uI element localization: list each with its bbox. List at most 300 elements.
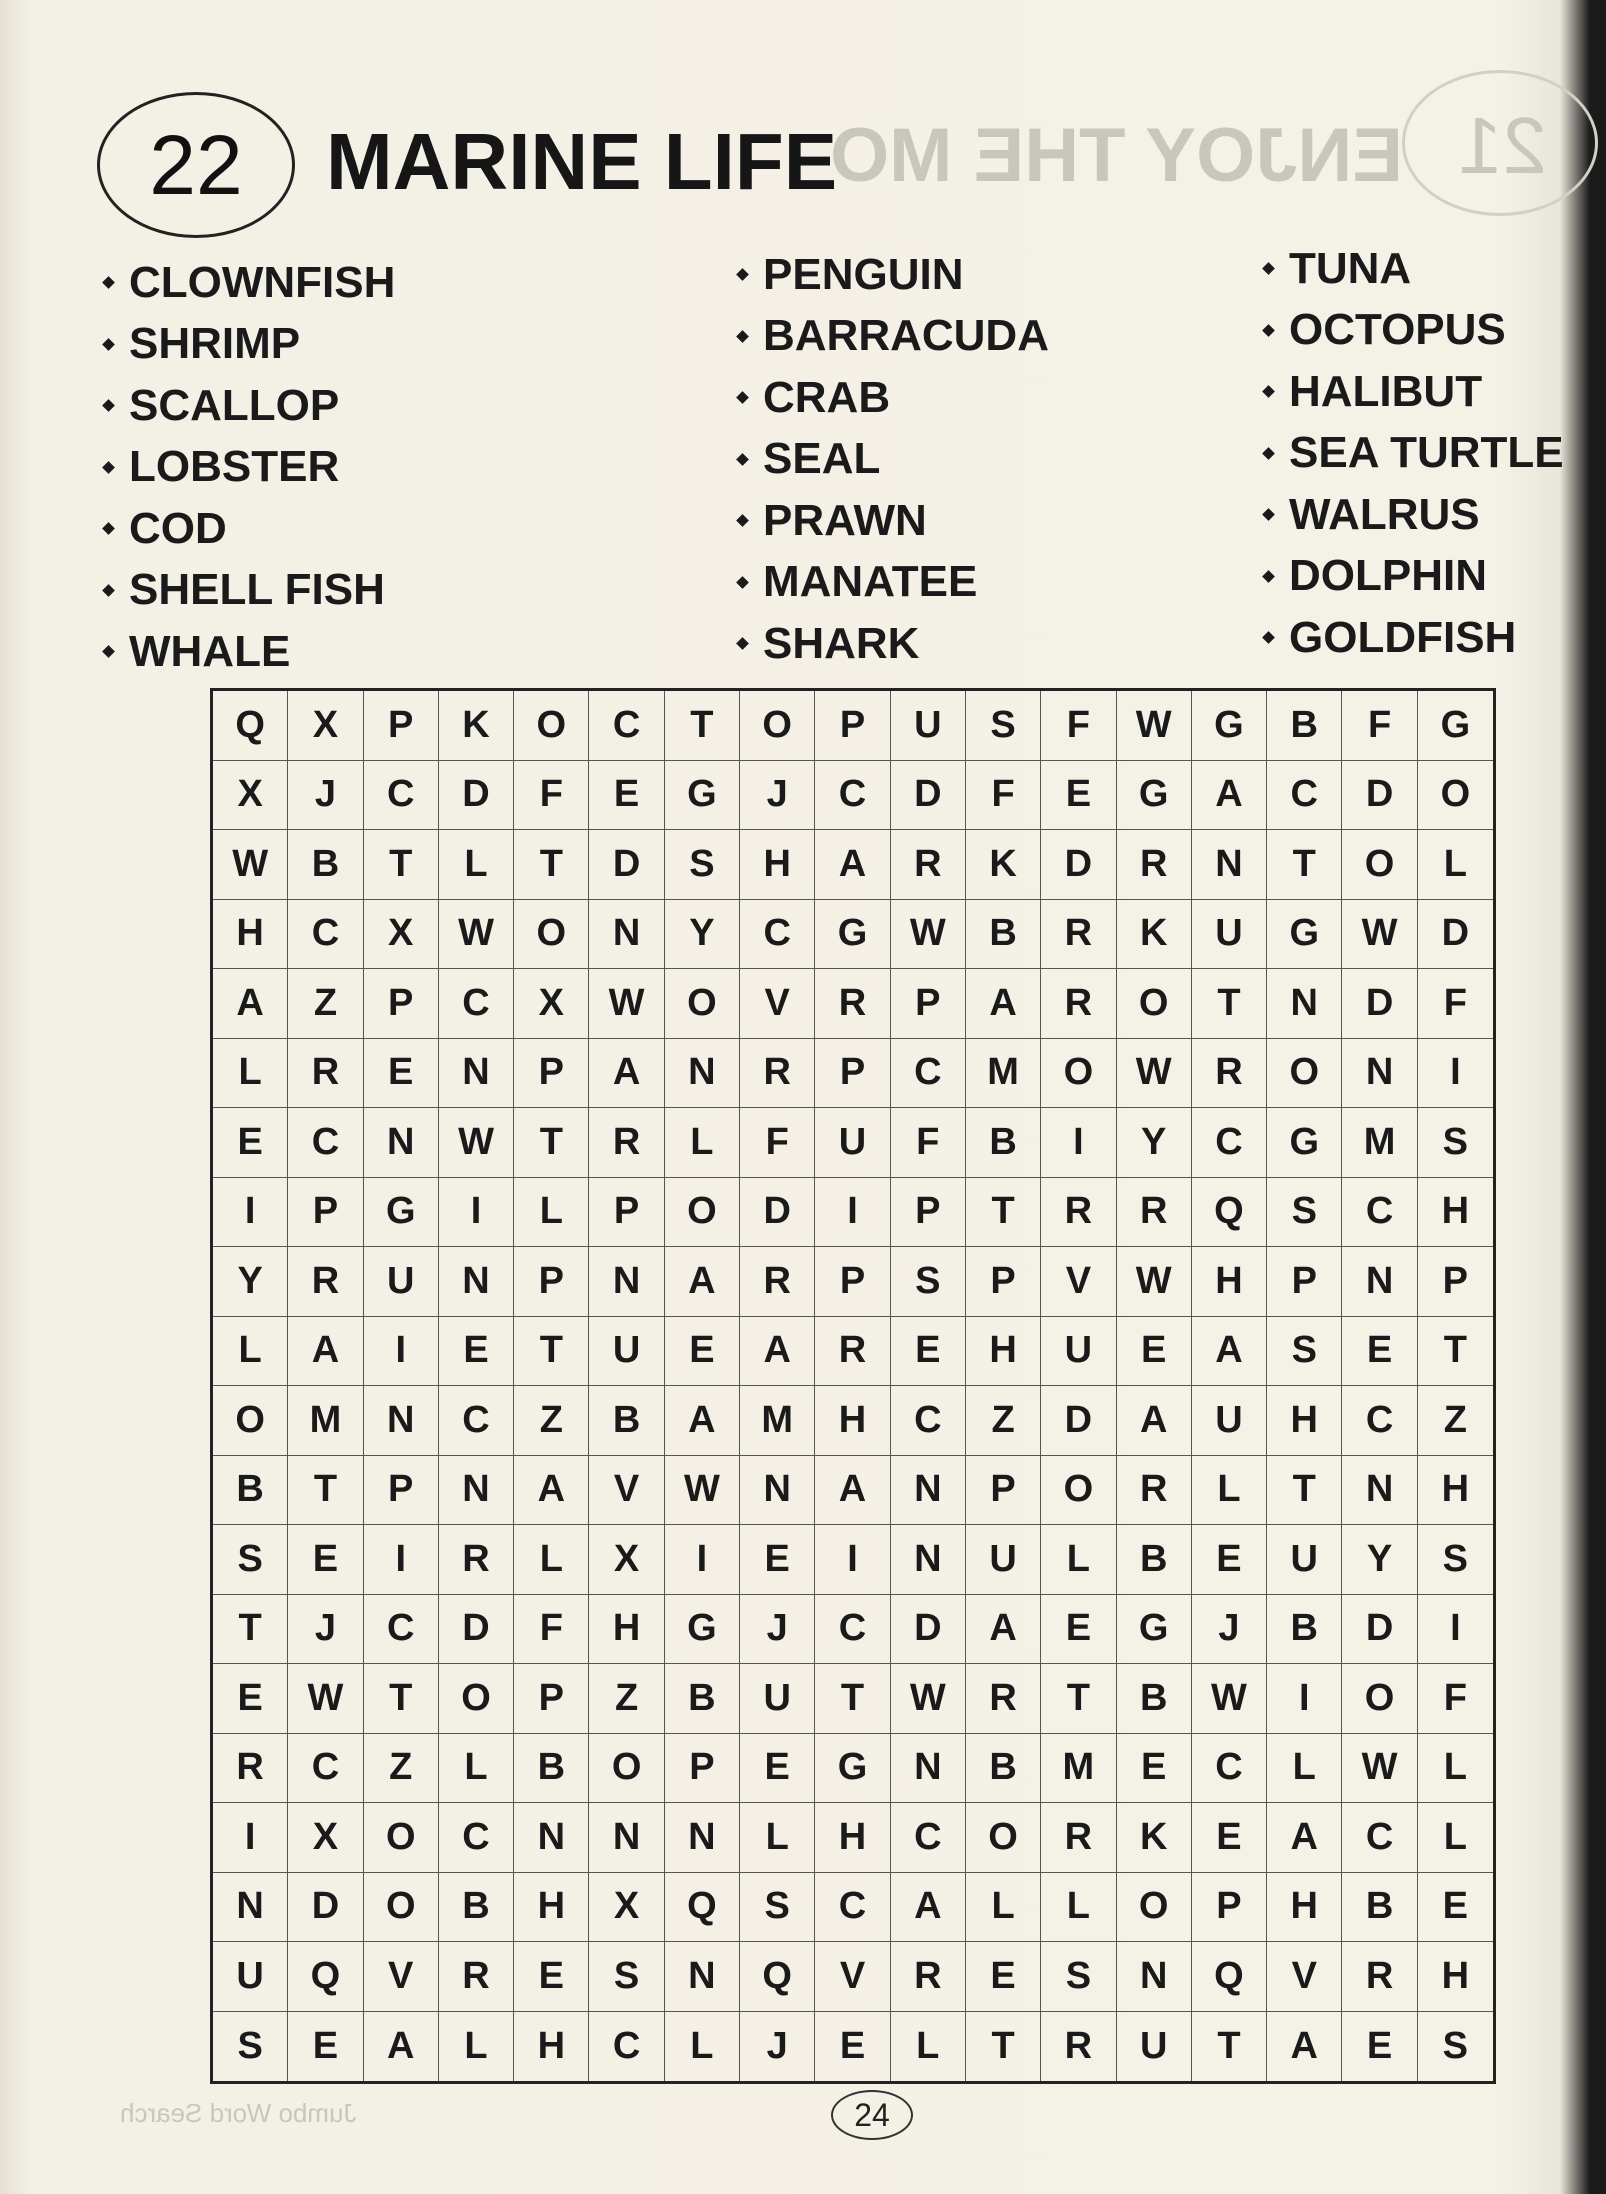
grid-cell[interactable]: O: [665, 1178, 740, 1248]
grid-cell[interactable]: H: [966, 1317, 1041, 1387]
grid-cell[interactable]: C: [815, 1873, 890, 1943]
grid-cell[interactable]: P: [1267, 1247, 1342, 1317]
grid-cell[interactable]: W: [213, 830, 288, 900]
grid-cell[interactable]: G: [1117, 761, 1192, 831]
grid-cell[interactable]: D: [589, 830, 664, 900]
grid-cell[interactable]: F: [891, 1108, 966, 1178]
grid-cell[interactable]: C: [364, 1595, 439, 1665]
grid-cell[interactable]: X: [364, 900, 439, 970]
grid-cell[interactable]: Y: [1117, 1108, 1192, 1178]
grid-cell[interactable]: E: [1117, 1317, 1192, 1387]
grid-cell[interactable]: N: [665, 1803, 740, 1873]
grid-cell[interactable]: R: [966, 1664, 1041, 1734]
grid-cell[interactable]: N: [740, 1456, 815, 1526]
grid-cell[interactable]: H: [213, 900, 288, 970]
grid-cell[interactable]: G: [1418, 691, 1493, 761]
grid-cell[interactable]: N: [665, 1942, 740, 2012]
grid-cell[interactable]: N: [589, 1247, 664, 1317]
grid-cell[interactable]: W: [589, 969, 664, 1039]
grid-cell[interactable]: T: [1267, 830, 1342, 900]
grid-cell[interactable]: B: [1267, 1595, 1342, 1665]
grid-cell[interactable]: W: [1342, 900, 1417, 970]
grid-cell[interactable]: Z: [589, 1664, 664, 1734]
grid-cell[interactable]: G: [1117, 1595, 1192, 1665]
grid-cell[interactable]: D: [1041, 1386, 1116, 1456]
grid-cell[interactable]: H: [1418, 1942, 1493, 2012]
grid-cell[interactable]: R: [891, 1942, 966, 2012]
grid-cell[interactable]: U: [1117, 2012, 1192, 2082]
grid-cell[interactable]: M: [288, 1386, 363, 1456]
grid-cell[interactable]: X: [213, 761, 288, 831]
grid-cell[interactable]: D: [1041, 830, 1116, 900]
grid-cell[interactable]: T: [1418, 1317, 1493, 1387]
grid-cell[interactable]: H: [514, 2012, 589, 2082]
grid-cell[interactable]: L: [891, 2012, 966, 2082]
grid-cell[interactable]: A: [1267, 2012, 1342, 2082]
grid-cell[interactable]: P: [1418, 1247, 1493, 1317]
grid-cell[interactable]: B: [1117, 1664, 1192, 1734]
grid-cell[interactable]: W: [288, 1664, 363, 1734]
grid-cell[interactable]: T: [1192, 969, 1267, 1039]
grid-cell[interactable]: P: [364, 1456, 439, 1526]
grid-cell[interactable]: G: [364, 1178, 439, 1248]
grid-cell[interactable]: C: [815, 761, 890, 831]
grid-cell[interactable]: L: [439, 830, 514, 900]
grid-cell[interactable]: K: [966, 830, 1041, 900]
grid-cell[interactable]: D: [1342, 969, 1417, 1039]
grid-cell[interactable]: N: [439, 1247, 514, 1317]
grid-cell[interactable]: W: [1192, 1664, 1267, 1734]
grid-cell[interactable]: U: [1192, 1386, 1267, 1456]
grid-cell[interactable]: X: [288, 1803, 363, 1873]
grid-cell[interactable]: O: [364, 1803, 439, 1873]
grid-cell[interactable]: Q: [665, 1873, 740, 1943]
grid-cell[interactable]: C: [288, 1734, 363, 1804]
grid-cell[interactable]: Q: [740, 1942, 815, 2012]
grid-cell[interactable]: Q: [1192, 1178, 1267, 1248]
grid-cell[interactable]: R: [815, 1317, 890, 1387]
grid-cell[interactable]: D: [288, 1873, 363, 1943]
grid-cell[interactable]: U: [966, 1525, 1041, 1595]
grid-cell[interactable]: V: [364, 1942, 439, 2012]
grid-cell[interactable]: T: [288, 1456, 363, 1526]
grid-cell[interactable]: I: [364, 1525, 439, 1595]
grid-cell[interactable]: R: [891, 830, 966, 900]
grid-cell[interactable]: L: [665, 2012, 740, 2082]
grid-cell[interactable]: S: [589, 1942, 664, 2012]
grid-cell[interactable]: J: [740, 2012, 815, 2082]
grid-cell[interactable]: B: [514, 1734, 589, 1804]
grid-cell[interactable]: U: [1041, 1317, 1116, 1387]
grid-cell[interactable]: L: [514, 1525, 589, 1595]
grid-cell[interactable]: U: [1267, 1525, 1342, 1595]
grid-cell[interactable]: N: [439, 1039, 514, 1109]
grid-cell[interactable]: A: [966, 1595, 1041, 1665]
grid-cell[interactable]: U: [740, 1664, 815, 1734]
grid-cell[interactable]: O: [1267, 1039, 1342, 1109]
grid-cell[interactable]: P: [815, 1039, 890, 1109]
grid-cell[interactable]: T: [1192, 2012, 1267, 2082]
grid-cell[interactable]: F: [966, 761, 1041, 831]
grid-cell[interactable]: H: [740, 830, 815, 900]
grid-cell[interactable]: Z: [288, 969, 363, 1039]
grid-cell[interactable]: L: [213, 1039, 288, 1109]
grid-cell[interactable]: J: [740, 1595, 815, 1665]
grid-cell[interactable]: O: [665, 969, 740, 1039]
grid-cell[interactable]: E: [1192, 1525, 1267, 1595]
grid-cell[interactable]: H: [1267, 1386, 1342, 1456]
grid-cell[interactable]: B: [966, 1734, 1041, 1804]
grid-cell[interactable]: F: [514, 1595, 589, 1665]
grid-cell[interactable]: H: [815, 1386, 890, 1456]
grid-cell[interactable]: Z: [966, 1386, 1041, 1456]
grid-cell[interactable]: A: [364, 2012, 439, 2082]
grid-cell[interactable]: S: [1041, 1942, 1116, 2012]
grid-cell[interactable]: F: [1041, 691, 1116, 761]
grid-cell[interactable]: I: [815, 1525, 890, 1595]
grid-cell[interactable]: R: [1117, 1456, 1192, 1526]
grid-cell[interactable]: A: [815, 1456, 890, 1526]
grid-cell[interactable]: R: [740, 1247, 815, 1317]
grid-cell[interactable]: E: [966, 1942, 1041, 2012]
grid-cell[interactable]: T: [966, 2012, 1041, 2082]
grid-cell[interactable]: A: [213, 969, 288, 1039]
grid-cell[interactable]: N: [1192, 830, 1267, 900]
grid-cell[interactable]: N: [364, 1108, 439, 1178]
grid-cell[interactable]: U: [364, 1247, 439, 1317]
grid-cell[interactable]: J: [288, 761, 363, 831]
grid-cell[interactable]: X: [589, 1525, 664, 1595]
grid-cell[interactable]: R: [740, 1039, 815, 1109]
grid-cell[interactable]: N: [589, 900, 664, 970]
grid-cell[interactable]: B: [966, 900, 1041, 970]
grid-cell[interactable]: G: [1192, 691, 1267, 761]
grid-cell[interactable]: E: [1041, 1595, 1116, 1665]
grid-cell[interactable]: C: [1267, 761, 1342, 831]
grid-cell[interactable]: O: [1041, 1039, 1116, 1109]
grid-cell[interactable]: R: [1041, 2012, 1116, 2082]
grid-cell[interactable]: C: [740, 900, 815, 970]
grid-cell[interactable]: M: [740, 1386, 815, 1456]
grid-cell[interactable]: P: [966, 1247, 1041, 1317]
grid-cell[interactable]: T: [514, 1317, 589, 1387]
grid-cell[interactable]: F: [1342, 691, 1417, 761]
grid-cell[interactable]: L: [1418, 1734, 1493, 1804]
grid-cell[interactable]: L: [1418, 1803, 1493, 1873]
grid-cell[interactable]: L: [439, 2012, 514, 2082]
grid-cell[interactable]: S: [1442, 2024, 1469, 2067]
grid-cell[interactable]: C: [1342, 1178, 1417, 1248]
grid-cell[interactable]: J: [740, 761, 815, 831]
grid-cell[interactable]: S: [213, 2012, 288, 2082]
grid-cell[interactable]: O: [1117, 969, 1192, 1039]
grid-cell[interactable]: I: [1041, 1108, 1116, 1178]
grid-cell[interactable]: R: [439, 1942, 514, 2012]
grid-cell[interactable]: Y: [1342, 1525, 1417, 1595]
grid-cell[interactable]: L: [1041, 1525, 1116, 1595]
grid-cell[interactable]: P: [1192, 1873, 1267, 1943]
grid-cell[interactable]: C: [1342, 1386, 1417, 1456]
grid-cell[interactable]: O: [1342, 830, 1417, 900]
grid-cell[interactable]: A: [589, 1039, 664, 1109]
grid-cell[interactable]: W: [1342, 1734, 1417, 1804]
grid-cell[interactable]: B: [1117, 1525, 1192, 1595]
grid-cell[interactable]: C: [1342, 1803, 1417, 1873]
grid-cell[interactable]: N: [891, 1456, 966, 1526]
grid-cell[interactable]: I: [815, 1178, 890, 1248]
grid-cell[interactable]: D: [740, 1178, 815, 1248]
grid-cell[interactable]: V: [1267, 1942, 1342, 2012]
grid-cell[interactable]: H: [815, 1803, 890, 1873]
grid-cell[interactable]: R: [1041, 900, 1116, 970]
grid-cell[interactable]: F: [1418, 1664, 1493, 1734]
grid-cell[interactable]: E: [288, 2012, 363, 2082]
grid-cell[interactable]: L: [740, 1803, 815, 1873]
grid-cell[interactable]: I: [439, 1178, 514, 1248]
grid-cell[interactable]: P: [815, 691, 890, 761]
grid-cell[interactable]: H: [514, 1873, 589, 1943]
grid-cell[interactable]: H: [1192, 1247, 1267, 1317]
grid-cell[interactable]: A: [740, 1317, 815, 1387]
grid-cell[interactable]: G: [815, 900, 890, 970]
grid-cell[interactable]: N: [891, 1734, 966, 1804]
grid-cell[interactable]: E: [740, 1734, 815, 1804]
grid-cell[interactable]: X: [288, 691, 363, 761]
grid-cell[interactable]: P: [589, 1178, 664, 1248]
grid-cell[interactable]: B: [966, 1108, 1041, 1178]
grid-cell[interactable]: N: [1117, 1942, 1192, 2012]
grid-cell[interactable]: C: [439, 969, 514, 1039]
grid-cell[interactable]: E: [1342, 2012, 1417, 2082]
grid-cell[interactable]: B: [1267, 691, 1342, 761]
grid-cell[interactable]: O: [966, 1803, 1041, 1873]
grid-cell[interactable]: G: [665, 761, 740, 831]
grid-cell[interactable]: Q: [213, 691, 288, 761]
grid-cell[interactable]: G: [665, 1595, 740, 1665]
grid-cell[interactable]: E: [1418, 1873, 1493, 1943]
grid-cell[interactable]: T: [966, 1178, 1041, 1248]
grid-cell[interactable]: I: [364, 1317, 439, 1387]
grid-cell[interactable]: O: [514, 691, 589, 761]
grid-cell[interactable]: I: [1267, 1664, 1342, 1734]
grid-cell[interactable]: E: [439, 1317, 514, 1387]
grid-cell[interactable]: L: [1418, 830, 1493, 900]
grid-cell[interactable]: N: [589, 1803, 664, 1873]
grid-cell[interactable]: L: [665, 1108, 740, 1178]
grid-cell[interactable]: E: [1041, 761, 1116, 831]
grid-cell[interactable]: W: [1117, 1247, 1192, 1317]
grid-cell[interactable]: W: [1117, 691, 1192, 761]
grid-cell[interactable]: W: [1117, 1039, 1192, 1109]
grid-cell[interactable]: L: [1041, 1873, 1116, 1943]
grid-cell[interactable]: R: [1117, 830, 1192, 900]
grid-cell[interactable]: I: [665, 1525, 740, 1595]
grid-cell[interactable]: B: [665, 1664, 740, 1734]
grid-cell[interactable]: L: [514, 1178, 589, 1248]
grid-cell[interactable]: N: [514, 1803, 589, 1873]
grid-cell[interactable]: P: [364, 691, 439, 761]
grid-cell[interactable]: M: [966, 1039, 1041, 1109]
grid-cell[interactable]: R: [1342, 1942, 1417, 2012]
grid-cell[interactable]: P: [514, 1664, 589, 1734]
grid-cell[interactable]: D: [1418, 900, 1493, 970]
grid-cell[interactable]: V: [589, 1456, 664, 1526]
grid-cell[interactable]: Z: [364, 1734, 439, 1804]
grid-cell[interactable]: R: [589, 1108, 664, 1178]
grid-cell[interactable]: O: [364, 1873, 439, 1943]
grid-cell[interactable]: O: [1041, 1456, 1116, 1526]
grid-cell[interactable]: E: [1117, 1734, 1192, 1804]
grid-cell[interactable]: D: [891, 761, 966, 831]
grid-cell[interactable]: C: [1192, 1108, 1267, 1178]
grid-cell[interactable]: C: [439, 1803, 514, 1873]
grid-cell[interactable]: R: [815, 969, 890, 1039]
grid-cell[interactable]: H: [1267, 1873, 1342, 1943]
grid-cell[interactable]: C: [288, 900, 363, 970]
grid-cell[interactable]: E: [213, 1108, 288, 1178]
grid-cell[interactable]: R: [1192, 1039, 1267, 1109]
grid-cell[interactable]: T: [213, 1595, 288, 1665]
grid-cell[interactable]: U: [815, 1108, 890, 1178]
grid-cell[interactable]: E: [665, 1317, 740, 1387]
grid-cell[interactable]: T: [1267, 1456, 1342, 1526]
grid-cell[interactable]: A: [665, 1386, 740, 1456]
grid-cell[interactable]: V: [815, 1942, 890, 2012]
grid-cell[interactable]: N: [1267, 969, 1342, 1039]
grid-cell[interactable]: C: [589, 2012, 664, 2082]
grid-cell[interactable]: R: [213, 1734, 288, 1804]
grid-cell[interactable]: B: [439, 1873, 514, 1943]
grid-cell[interactable]: F: [514, 761, 589, 831]
grid-cell[interactable]: T: [514, 830, 589, 900]
grid-cell[interactable]: I: [1418, 1039, 1493, 1109]
grid-cell[interactable]: N: [1342, 1039, 1417, 1109]
grid-cell[interactable]: U: [891, 691, 966, 761]
grid-cell[interactable]: S: [740, 1873, 815, 1943]
grid-cell[interactable]: U: [589, 1317, 664, 1387]
grid-cell[interactable]: W: [891, 1664, 966, 1734]
grid-cell[interactable]: P: [665, 1734, 740, 1804]
grid-cell[interactable]: R: [1041, 1803, 1116, 1873]
grid-cell[interactable]: A: [514, 1456, 589, 1526]
grid-cell[interactable]: E: [288, 1525, 363, 1595]
grid-cell[interactable]: K: [1117, 900, 1192, 970]
grid-cell[interactable]: E: [213, 1664, 288, 1734]
grid-cell[interactable]: P: [288, 1178, 363, 1248]
grid-cell[interactable]: P: [514, 1247, 589, 1317]
grid-cell[interactable]: J: [288, 1595, 363, 1665]
grid-cell[interactable]: H: [1418, 1178, 1493, 1248]
grid-cell[interactable]: N: [213, 1873, 288, 1943]
grid-cell[interactable]: S: [891, 1247, 966, 1317]
grid-cell[interactable]: C: [815, 1595, 890, 1665]
grid-cell[interactable]: J: [1192, 1595, 1267, 1665]
grid-cell[interactable]: N: [1342, 1247, 1417, 1317]
grid-cell[interactable]: L: [1192, 1456, 1267, 1526]
grid-cell[interactable]: O: [1418, 761, 1493, 831]
grid-cell[interactable]: A: [1117, 1386, 1192, 1456]
grid-cell[interactable]: C: [891, 1386, 966, 1456]
grid-cell[interactable]: P: [815, 1247, 890, 1317]
grid-cell[interactable]: S: [213, 1525, 288, 1595]
grid-cell[interactable]: S: [665, 830, 740, 900]
grid-cell[interactable]: Q: [1192, 1942, 1267, 2012]
grid-cell[interactable]: D: [439, 761, 514, 831]
grid-cell[interactable]: V: [1041, 1247, 1116, 1317]
grid-cell[interactable]: T: [1041, 1664, 1116, 1734]
grid-cell[interactable]: N: [439, 1456, 514, 1526]
grid-cell[interactable]: G: [1267, 900, 1342, 970]
grid-cell[interactable]: Y: [213, 1247, 288, 1317]
grid-cell[interactable]: R: [288, 1247, 363, 1317]
grid-cell[interactable]: H: [1418, 1456, 1493, 1526]
grid-cell[interactable]: U: [1192, 900, 1267, 970]
grid-cell[interactable]: C: [288, 1108, 363, 1178]
grid-cell[interactable]: G: [815, 1734, 890, 1804]
grid-cell[interactable]: C: [439, 1386, 514, 1456]
grid-cell[interactable]: N: [665, 1039, 740, 1109]
grid-cell[interactable]: B: [589, 1386, 664, 1456]
grid-cell[interactable]: C: [1192, 1734, 1267, 1804]
grid-cell[interactable]: D: [891, 1595, 966, 1665]
grid-cell[interactable]: A: [891, 1873, 966, 1943]
grid-cell[interactable]: S: [1267, 1178, 1342, 1248]
grid-cell[interactable]: W: [891, 900, 966, 970]
grid-cell[interactable]: P: [891, 969, 966, 1039]
grid-cell[interactable]: E: [514, 1942, 589, 2012]
grid-cell[interactable]: E: [740, 1525, 815, 1595]
grid-cell[interactable]: E: [815, 2012, 890, 2082]
grid-cell[interactable]: E: [364, 1039, 439, 1109]
grid-cell[interactable]: D: [1342, 1595, 1417, 1665]
grid-cell[interactable]: T: [364, 830, 439, 900]
grid-cell[interactable]: W: [439, 900, 514, 970]
grid-cell[interactable]: E: [1192, 1803, 1267, 1873]
grid-cell[interactable]: P: [514, 1039, 589, 1109]
grid-cell[interactable]: R: [1117, 1178, 1192, 1248]
grid-cell[interactable]: V: [740, 969, 815, 1039]
grid-cell[interactable]: I: [213, 1178, 288, 1248]
grid-cell[interactable]: E: [891, 1317, 966, 1387]
grid-cell[interactable]: I: [1418, 1595, 1493, 1665]
grid-cell[interactable]: S: [1418, 1525, 1493, 1595]
grid-cell[interactable]: O: [740, 691, 815, 761]
grid-cell[interactable]: O: [589, 1734, 664, 1804]
grid-cell[interactable]: A: [1192, 1317, 1267, 1387]
grid-cell[interactable]: A: [288, 1317, 363, 1387]
grid-cell[interactable]: Z: [514, 1386, 589, 1456]
grid-cell[interactable]: F: [740, 1108, 815, 1178]
grid-cell[interactable]: C: [891, 1039, 966, 1109]
grid-cell[interactable]: L: [439, 1734, 514, 1804]
grid-cell[interactable]: U: [213, 1942, 288, 2012]
grid-cell[interactable]: R: [1041, 1178, 1116, 1248]
grid-cell[interactable]: X: [589, 1873, 664, 1943]
grid-cell[interactable]: B: [213, 1456, 288, 1526]
grid-cell[interactable]: E: [589, 761, 664, 831]
grid-cell[interactable]: G: [1267, 1108, 1342, 1178]
grid-cell[interactable]: A: [1267, 1803, 1342, 1873]
grid-cell[interactable]: X: [514, 969, 589, 1039]
grid-cell[interactable]: A: [665, 1247, 740, 1317]
grid-cell[interactable]: P: [891, 1178, 966, 1248]
grid-cell[interactable]: W: [665, 1456, 740, 1526]
grid-cell[interactable]: T: [815, 1664, 890, 1734]
grid-cell[interactable]: T: [665, 691, 740, 761]
grid-cell[interactable]: N: [364, 1386, 439, 1456]
grid-cell[interactable]: O: [1117, 1873, 1192, 1943]
grid-cell[interactable]: B: [288, 830, 363, 900]
